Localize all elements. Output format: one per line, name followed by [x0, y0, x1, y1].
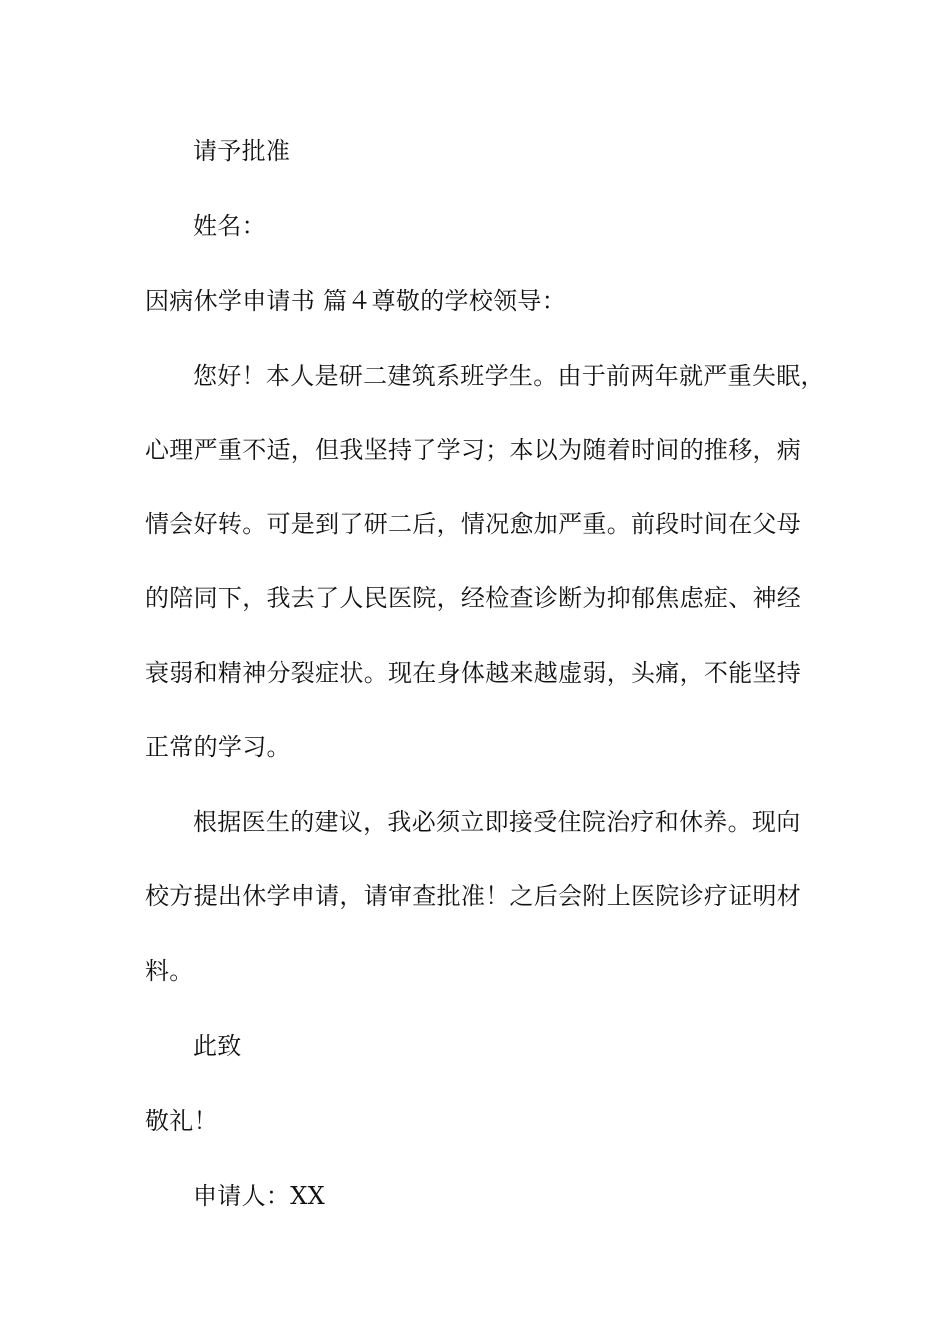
body-paragraph-line: 心理严重不适，但我坚持了学习；本以为随着时间的推移，病 — [145, 436, 802, 464]
name-label-line: 姓名： — [193, 212, 266, 240]
body-paragraph-line: 校方提出休学申请，请审查批准！之后会附上医院诊疗证明材 — [145, 882, 802, 910]
salutation-line: 敬礼！ — [145, 1107, 218, 1135]
body-paragraph-line: 正常的学习。 — [145, 733, 291, 761]
approval-request-line: 请予批准 — [193, 137, 291, 165]
applicant-line: 申请人：XX — [193, 1182, 325, 1210]
body-paragraph-line: 您好！本人是研二建筑系班学生。由于前两年就严重失眠， — [193, 362, 825, 390]
body-paragraph-line: 料。 — [145, 957, 194, 985]
body-paragraph-line: 根据医生的建议，我必须立即接受住院治疗和休养。现向 — [193, 808, 801, 836]
closing-line: 此致 — [193, 1032, 242, 1060]
section-heading-line: 因病休学申请书 篇４尊敬的学校领导： — [145, 287, 567, 315]
body-paragraph-line: 衰弱和精神分裂症状。现在身体越来越虚弱，头痛，不能坚持 — [145, 659, 802, 687]
body-paragraph-line: 的陪同下，我去了人民医院，经检查诊断为抑郁焦虑症、神经 — [145, 584, 802, 612]
body-paragraph-line: 情会好转。可是到了研二后，情况愈加严重。前段时间在父母 — [145, 510, 802, 538]
